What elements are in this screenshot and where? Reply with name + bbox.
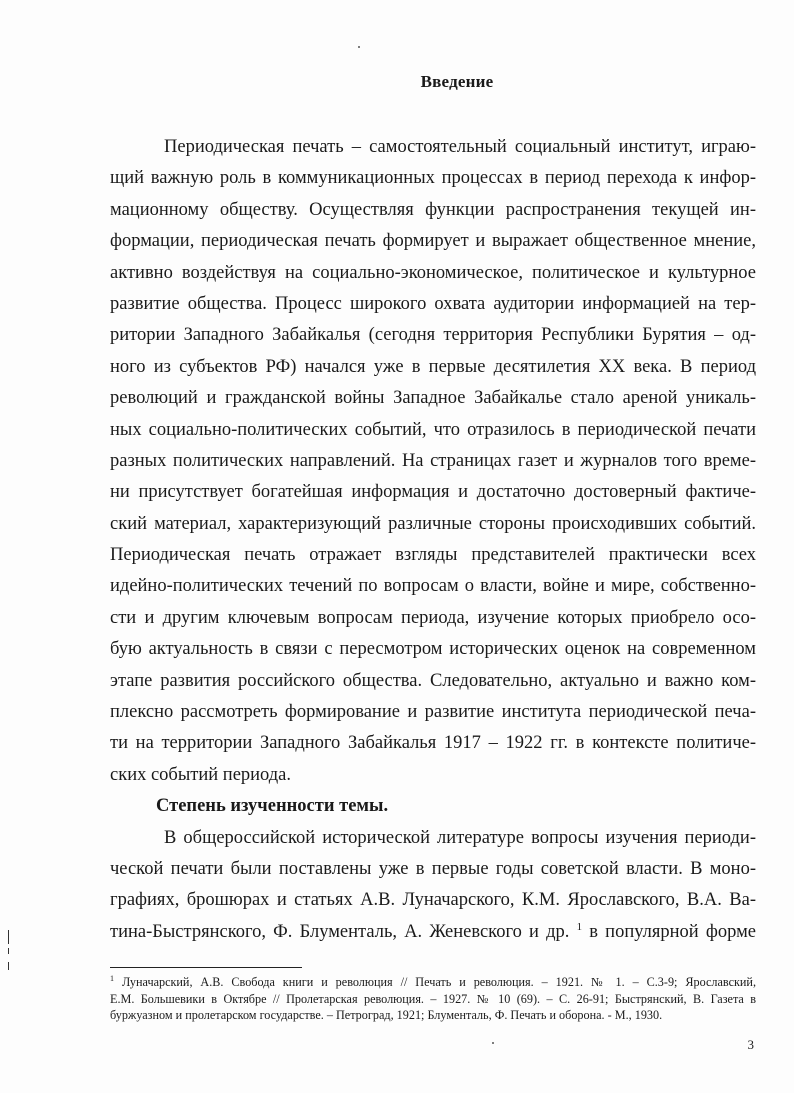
main-text: [110, 132, 756, 948]
text-line: плексно рассмотреть формирование и развитие института периодической печа-: [110, 702, 756, 723]
text-fragment: тина-Быстрянского, Ф. Блументаль, А. Женевского и др.: [110, 921, 570, 942]
page-number: 3: [747, 1037, 754, 1052]
footnote-line: Е.М. Большевики в Октябре // Пролетарская революция. – 1927. № 10 (69). – С. 26-91; Быстрянский, В. Газета в: [110, 991, 756, 1006]
text-line: щий важную роль в коммуникационных процессах в период перехода к инфор-: [110, 168, 756, 189]
section-heading: Степень изученности темы.: [156, 796, 389, 817]
scan-speck: [492, 1042, 494, 1044]
footnote-text: Луначарский, А.В. Свобода книги и революция // Печать и революция. – 1921. № 1. – С.3-9; Ярославский,: [114, 975, 756, 989]
text-line: бую актуальность в связи с пересмотром исторических оценок на современном: [110, 639, 756, 660]
text-line: ти на территории Западного Забайкалья 1917 – 1922 гг. в контексте политиче-: [110, 733, 756, 754]
text-line: ских событий периода.: [110, 764, 292, 785]
text-line: развитие общества. Процесс широкого охвата аудитории информацией на тер-: [110, 293, 756, 314]
page-title: Введение: [420, 72, 494, 91]
text-line: активно воздействуя на социально-экономическое, политическое и культурное: [110, 262, 756, 283]
text-line: Периодическая печать отражает взгляды представителей практически всех: [110, 545, 756, 566]
text-line: этапе развития российского общества. Следовательно, актуально и важно ком-: [110, 670, 756, 691]
footnote-marker: 1: [110, 974, 114, 983]
footnote-separator: [110, 967, 302, 968]
text-line: ных социально-политических событий, что отразилось в периодической печати: [110, 419, 756, 440]
footnote-line: буржуазном и пролетарском государстве. – Петроград, 1921; Блументаль, Ф. Печать и оборона. - М., 1930.: [110, 1008, 663, 1022]
text-line: Периодическая печать – самостоятельный социальный институт, играю-: [164, 137, 756, 157]
text-line: идейно-политических течений по вопросам о власти, войне и мире, собственно-: [110, 576, 756, 597]
scan-margin-mark: [8, 930, 9, 944]
text-line: В общероссийской исторической литературе вопросы изучения периоди-: [164, 827, 756, 848]
footnote: [110, 974, 756, 1024]
text-line: ни присутствует богатейшая информация и достаточно достоверный фактиче-: [110, 482, 756, 503]
text-line: ческой печати были поставлены уже в первые годы советской власти. В моно-: [110, 858, 756, 879]
footnote-reference: 1: [576, 920, 583, 933]
text-fragment: в популярной форме: [582, 921, 757, 942]
text-line: ский материал, характеризующий различные стороны происходивших событий.: [110, 513, 756, 534]
text-line: сти и другим ключевым вопросам периода, изучение которых приобрело осо-: [110, 607, 756, 628]
text-line: формации, периодическая печать формирует и выражает общественное мнение,: [110, 231, 756, 252]
text-line: революций и гражданской войны Западное Забайкалье стало ареной уникаль-: [110, 388, 756, 409]
text-line: разных политических направлений. На страницах газет и журналов того време-: [110, 450, 756, 471]
scan-margin-mark: [8, 962, 9, 970]
scan-speck: [358, 46, 360, 48]
text-line: мационному обществу. Осуществляя функции распространения текущей ин-: [110, 199, 756, 220]
text-line: ритории Западного Забайкалья (сегодня территория Республики Бурятия – од-: [110, 325, 756, 346]
text-line-with-reference: [110, 917, 756, 948]
footnote-line: [110, 974, 756, 991]
text-line: ного из субъектов РФ) начался уже в первые десятилетия XX века. В период: [110, 356, 756, 377]
text-line: графиях, брошюрах и статьях А.В. Луначарского, К.М. Ярославского, В.А. Ва-: [110, 890, 756, 911]
scan-margin-mark: [8, 948, 9, 954]
